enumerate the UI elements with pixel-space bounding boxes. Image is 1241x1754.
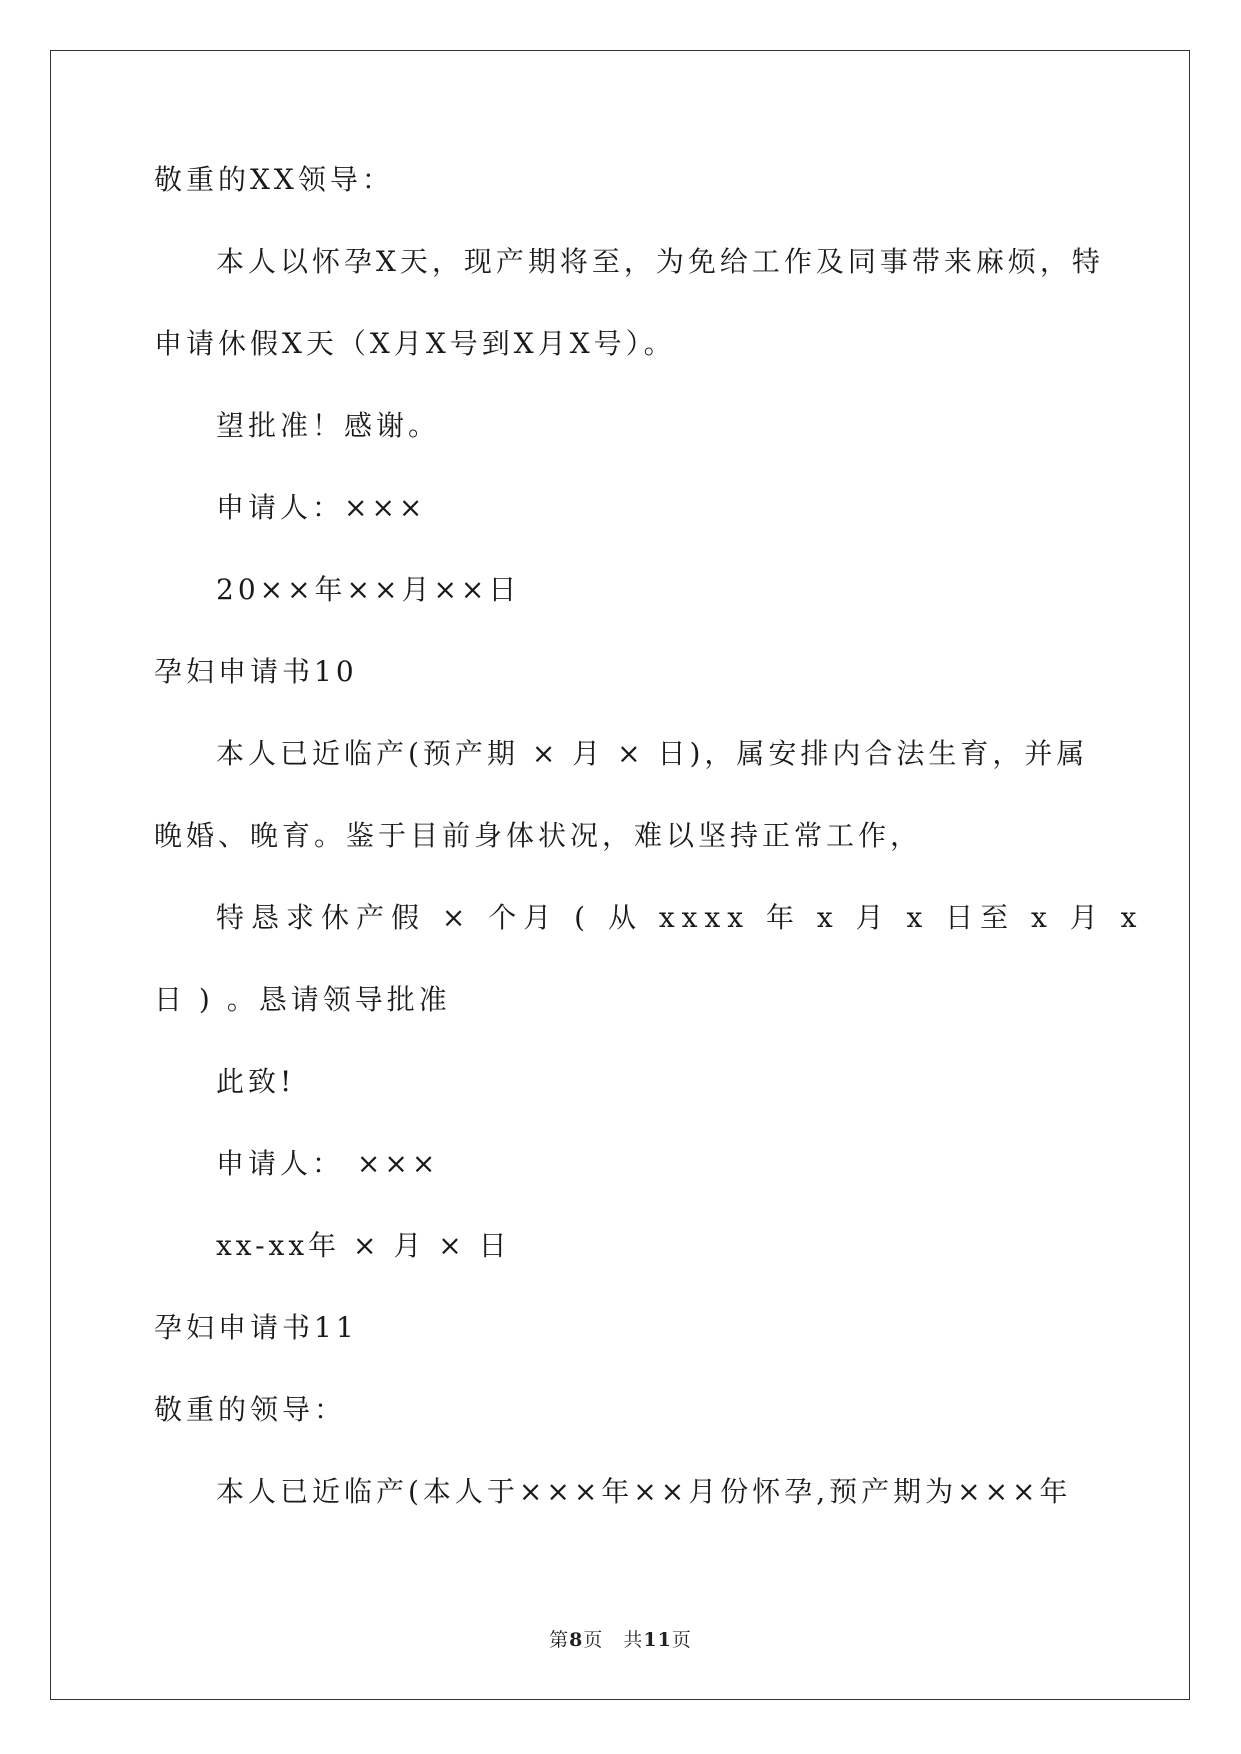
salutation-line: 敬重的领导： (154, 1393, 347, 1426)
applicant-line: 申请人： ××× (216, 1147, 440, 1180)
paragraph-line: 本人已近临产(预产期 × 月 × 日)，属安排内合法生育，并属 (216, 737, 1089, 770)
document-body (154, 160, 1144, 1554)
paragraph-line: 日 ) 。恳请领导批准 (154, 983, 451, 1016)
footer-prefix: 第 (549, 1629, 570, 1651)
footer-mid: 页 共 (583, 1629, 644, 1651)
section-heading: 孕妇申请书10 (154, 655, 358, 688)
total-page-number: 11 (643, 1629, 672, 1651)
closing-line: 此致! (216, 1065, 296, 1098)
footer-suffix: 页 (671, 1629, 692, 1651)
applicant-line: 申请人：××× (216, 491, 427, 524)
paragraph-line: 申请休假X天（X月X号到X月X号）。 (154, 327, 676, 360)
page-footer (0, 1625, 1241, 1652)
date-line: 20××年××月××日 (216, 573, 521, 606)
paragraph-line-spread: 特恳求休产假 × 个月 ( 从 xxxx 年 x 月 x 日至 x 月 x (216, 901, 1144, 934)
section-heading: 孕妇申请书11 (154, 1311, 358, 1344)
closing-line: 望批准！感谢。 (216, 409, 441, 442)
paragraph-line: 本人已近临产(本人于×××年××月份怀孕,预产期为×××年 (216, 1475, 1072, 1508)
current-page-number: 8 (569, 1629, 584, 1651)
date-line: xx-xx年 × 月 × 日 (216, 1229, 511, 1262)
paragraph-line: 本人以怀孕X天，现产期将至，为免给工作及同事带来麻烦，特 (216, 245, 1104, 278)
paragraph-line: 晚婚、晚育。鉴于目前身体状况，难以坚持正常工作， (154, 819, 923, 852)
salutation-line: 敬重的XX领导： (154, 163, 394, 196)
